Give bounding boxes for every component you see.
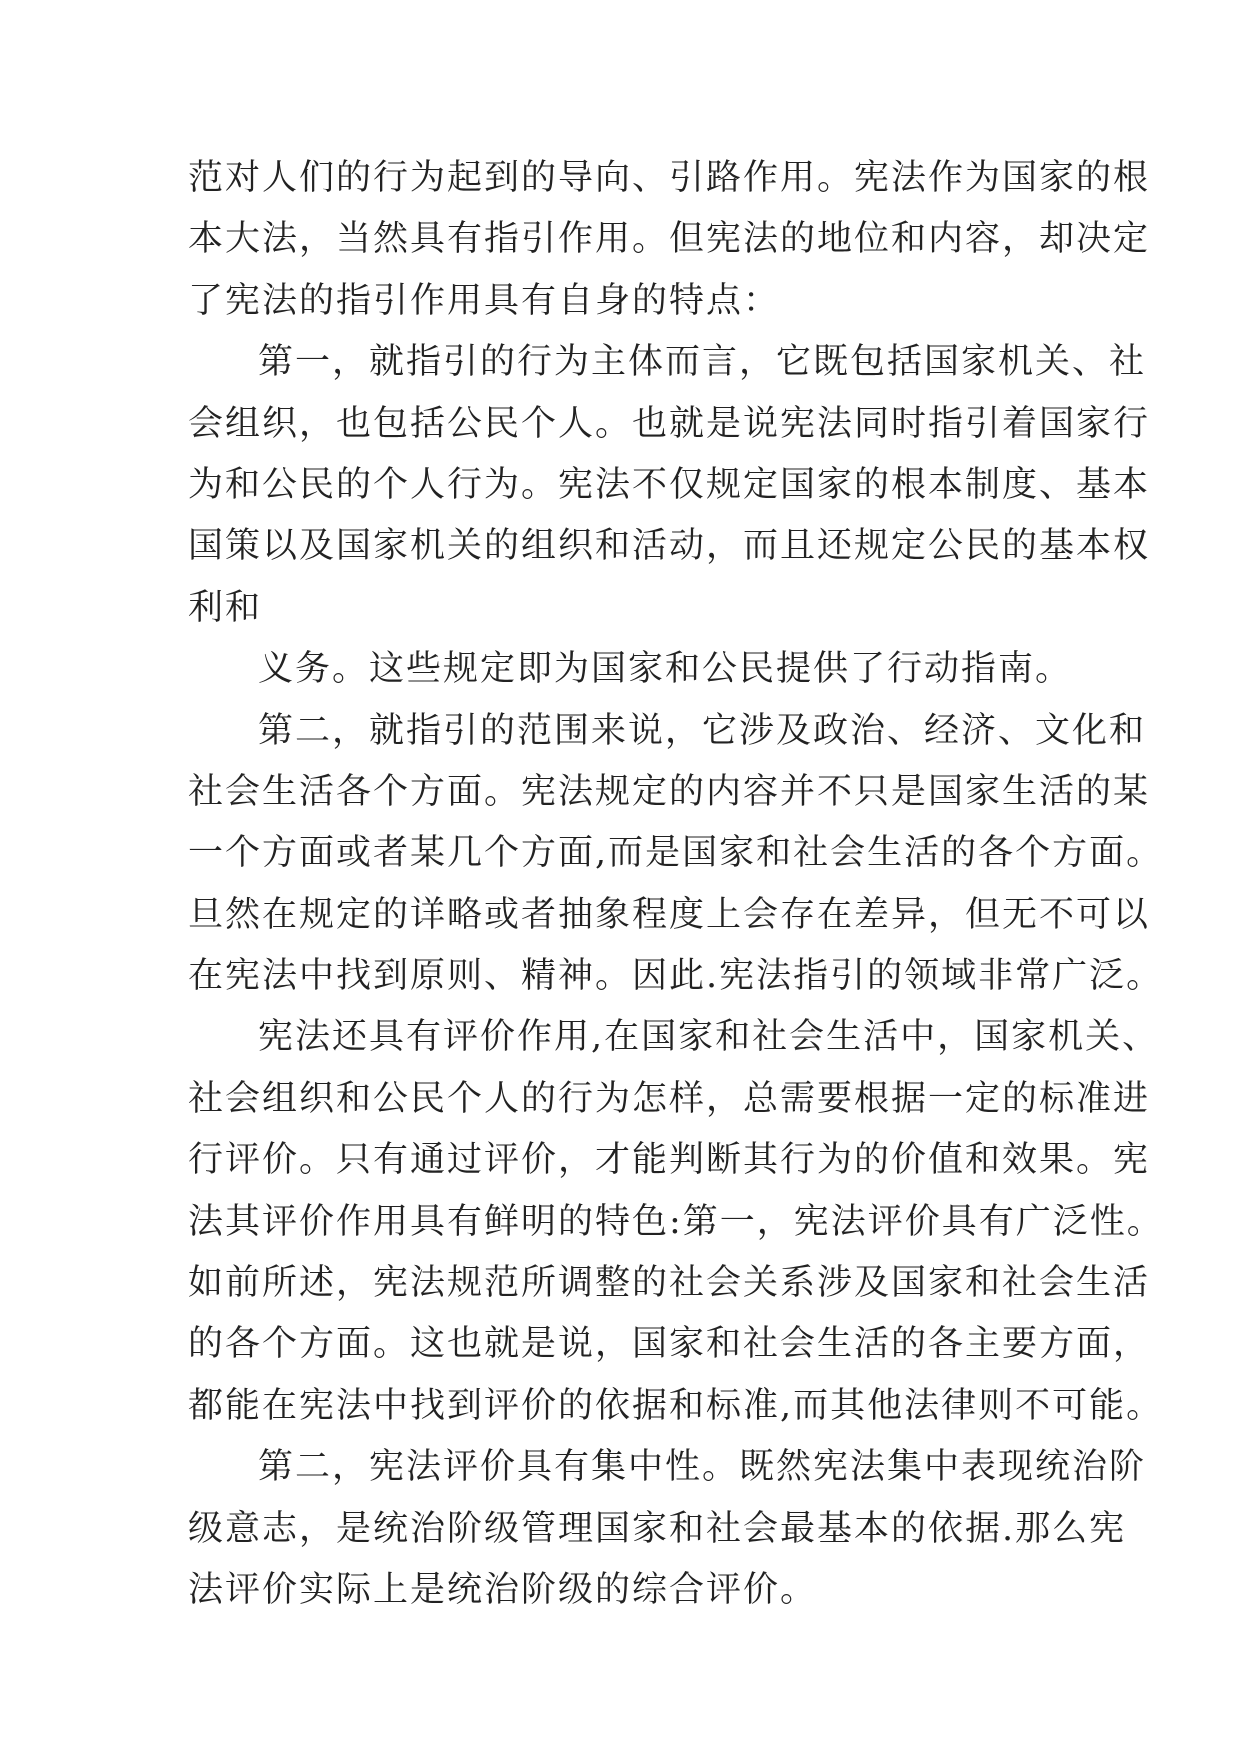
text-line: 本大法，当然具有指引作用。但宪法的地位和内容，却决定 <box>188 219 1151 260</box>
text-line: 第二，就指引的范围来说，它涉及政治、经济、文化和 <box>258 710 1147 751</box>
text-line: 级意志，是统治阶级管理国家和社会最基本的依据.那么宪 <box>188 1508 1127 1549</box>
text-line: 如前所述，宪法规范所调整的社会关系涉及国家和社会生活 <box>188 1263 1151 1304</box>
text-line: 在宪法中找到原则、精神。因此.宪法指引的领域非常广泛。 <box>188 956 1164 997</box>
text-line: 旦然在规定的详略或者抽象程度上会存在差异，但无不可以 <box>188 894 1151 935</box>
text-line: 社会组织和公民个人的行为怎样，总需要根据一定的标准进 <box>188 1078 1151 1119</box>
text-line: 第二，宪法评价具有集中性。既然宪法集中表现统治阶 <box>258 1447 1147 1488</box>
document-body <box>188 148 1164 1621</box>
text-line: 宪法还具有评价作用,在国家和社会生活中，国家机关、 <box>258 1017 1160 1058</box>
text-line: 为和公民的个人行为。宪法不仅规定国家的根本制度、基本 <box>188 464 1151 505</box>
text-line: 义务。这些规定即为国家和公民提供了行动指南。 <box>258 649 1073 690</box>
text-line: 法评价实际上是统治阶级的综合评价。 <box>188 1569 818 1610</box>
text-line: 法其评价作用具有鲜明的特色:第一，宪法评价具有广泛性。 <box>188 1201 1164 1242</box>
text-line: 国策以及国家机关的组织和活动，而且还规定公民的基本权 <box>188 526 1151 567</box>
text-line: 会组织，也包括公民个人。也就是说宪法同时指引着国家行 <box>188 403 1151 444</box>
text-line: 利和 <box>188 587 263 628</box>
text-line: 一个方面或者某几个方面,而是国家和社会生活的各个方面。 <box>188 833 1164 874</box>
text-line: 的各个方面。这也就是说，国家和社会生活的各主要方面， <box>188 1324 1151 1365</box>
text-line: 第一，就指引的行为主体而言，它既包括国家机关、社 <box>258 342 1147 383</box>
text-line: 都能在宪法中找到评价的依据和标准,而其他法律则不可能。 <box>188 1385 1164 1426</box>
text-line: 了宪法的指引作用具有自身的特点： <box>188 280 781 321</box>
text-line: 范对人们的行为起到的导向、引路作用。宪法作为国家的根 <box>188 158 1151 198</box>
text-line: 社会生活各个方面。宪法规定的内容并不只是国家生活的某 <box>188 771 1151 812</box>
text-line: 行评价。只有通过评价，才能判断其行为的价值和效果。宪 <box>188 1140 1151 1181</box>
